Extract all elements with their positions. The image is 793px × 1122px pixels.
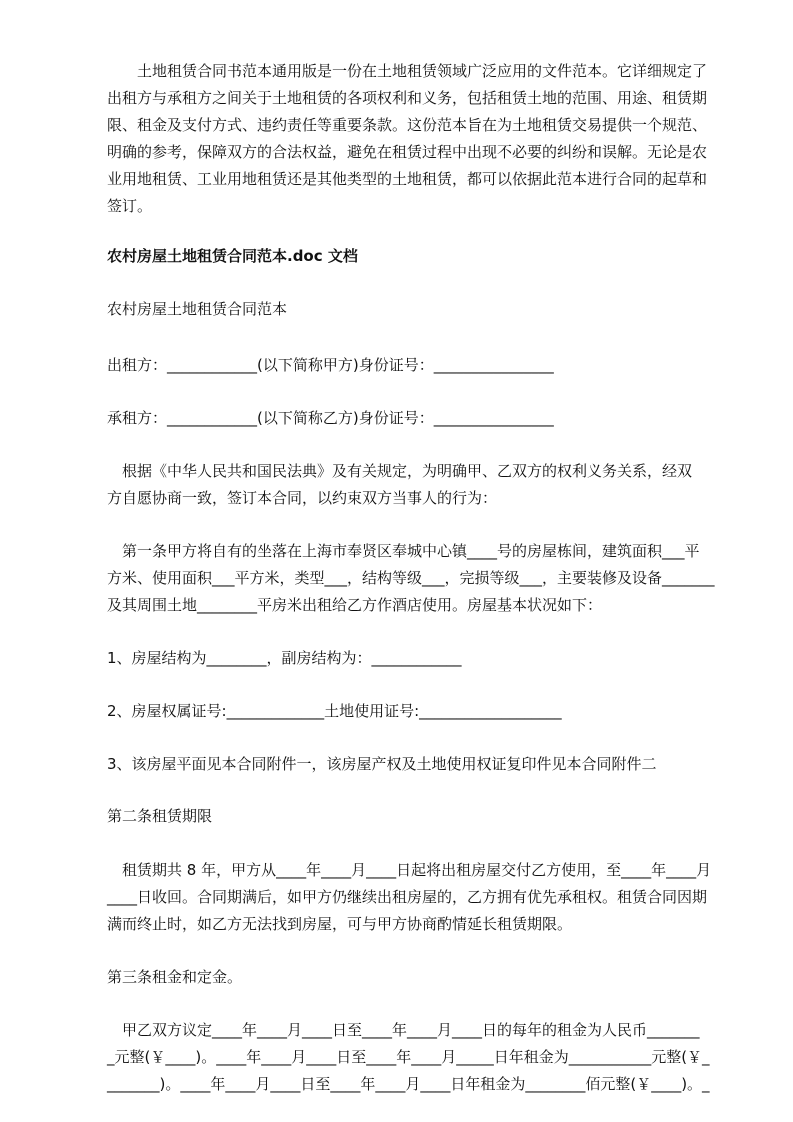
article2-line: 满而终止时，如乙方无法找到房屋，可与甲方协商酌情延长租赁期限。 [107,915,573,933]
article1-paragraph [107,538,734,619]
lessor-line: 出租方：____________(以下简称甲方)身份证号：________________ [107,356,554,374]
article3-line: _元整(￥____)。____年____月____日至____年____月_____日年租金为___________元整(￥_ [107,1048,710,1066]
article2-line: 租赁期共 8 年，甲方从____年____月____日起将出租房屋交付乙方使用，至____年____月 [107,861,712,879]
intro-line: 限、租金及支付方式、违约责任等重要条款。这份范本旨在为土地租赁交易提供一个规范、 [107,116,708,134]
article2-line: ____日收回。合同期满后，如甲方仍继续出租房屋的，乙方拥有优先承租权。租赁合同因期 [107,888,708,906]
attachment-item: 3、该房屋平面见本合同附件一，该房屋产权及土地使用权证复印件见本合同附件二 [107,755,657,773]
article1-line: 第一条甲方将自有的坐落在上海市奉贤区奉城中心镇____号的房屋栋间，建筑面积___平 [107,542,700,560]
intro-paragraph [107,58,734,220]
ownership-cert-item: 2、房屋权属证号:_____________土地使用证号:___________________ [107,702,562,720]
article1-line: 方米、使用面积___平方米，类型___，结构等级___，完损等级___，主要装修及设备_______ [107,569,715,587]
intro-line: 签订。 [107,197,153,215]
article3-line: 甲乙双方议定____年____月____日至____年____月____日的每年的租金为人民币_______ [107,1021,700,1039]
preamble-paragraph [107,458,734,512]
lessee-line: 承租方：____________(以下简称乙方)身份证号：________________ [107,409,554,427]
article3-line: _______)。____年____月____日至____年____月____日年租金为________佰元整(￥____)。_ [107,1075,710,1093]
intro-line: 明确的参考，保障双方的合法权益，避免在租赁过程中出现不必要的纠纷和误解。无论是农 [107,143,708,161]
intro-line: 土地租赁合同书范本通用版是一份在土地租赁领域广泛应用的文件范本。它详细规定了 [107,62,708,80]
article2-title: 第二条租赁期限 [107,807,213,825]
preamble-line: 方自愿协商一致，签订本合同，以约束双方当事人的行为： [107,489,498,507]
intro-line: 出租方与承租方之间关于土地租赁的各项权利和义务，包括租赁土地的范围、用途、租赁期 [107,89,708,107]
article3-paragraph [107,1017,734,1098]
house-structure-item: 1、房屋结构为________，副房结构为：____________ [107,649,462,667]
article3-title: 第三条租金和定金。 [107,968,243,986]
article2-paragraph [107,857,734,938]
contract-subtitle: 农村房屋土地租赁合同范本 [107,300,288,318]
preamble-line: 根据《中华人民共和国民法典》及有关规定，为明确甲、乙双方的权利义务关系，经双 [107,462,693,480]
document-heading: 农村房屋土地租赁合同范本.doc 文档 [107,247,358,265]
intro-line: 业用地租赁、工业用地租赁还是其他类型的土地租赁，都可以依据此范本进行合同的起草和 [107,170,708,188]
article1-line: 及其周围土地________平房米出租给乙方作酒店使用。房屋基本状况如下： [107,596,603,614]
